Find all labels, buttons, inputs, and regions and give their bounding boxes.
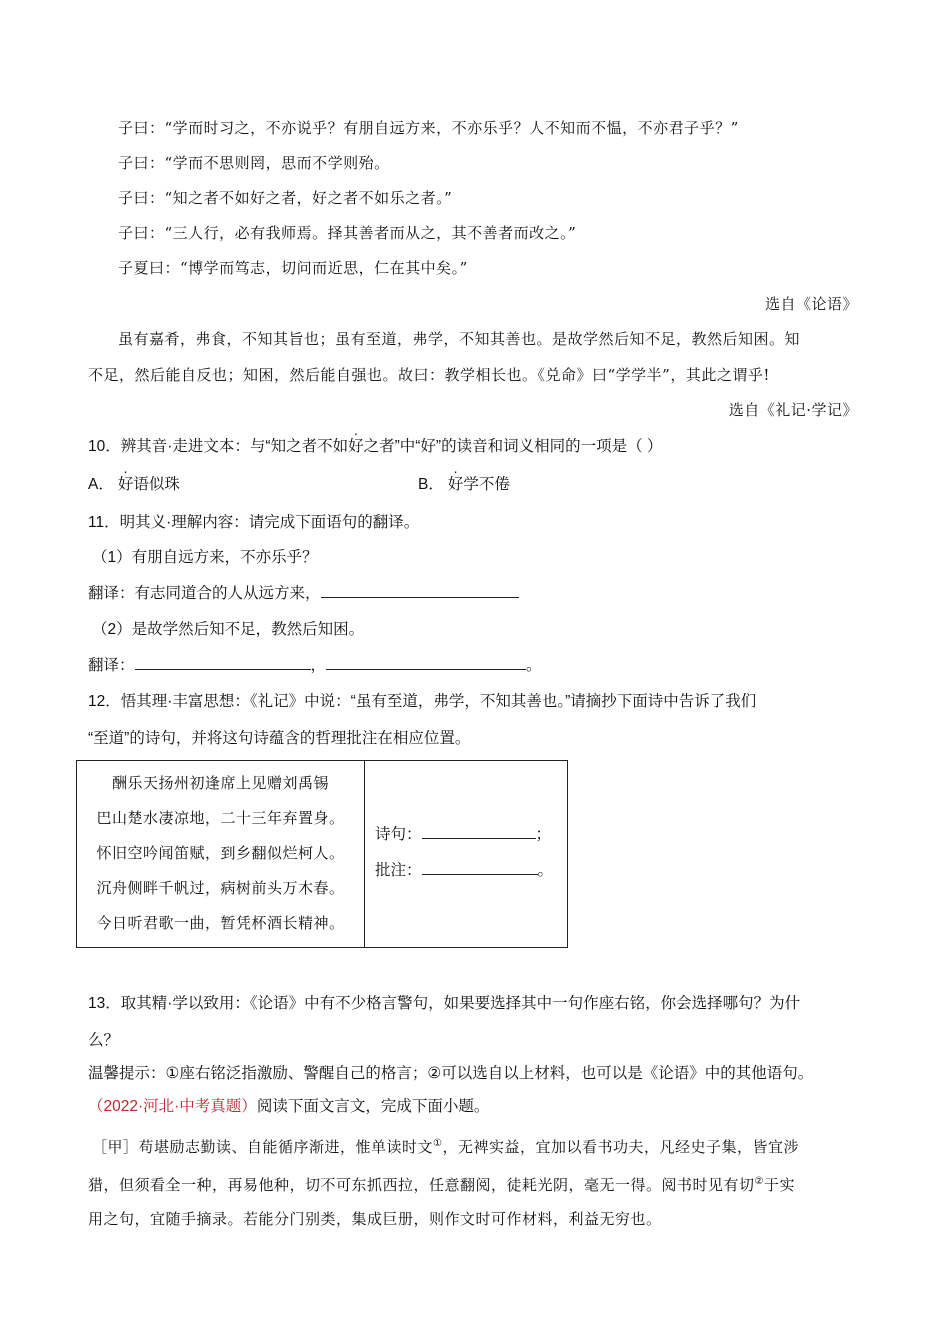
question-10	[88, 435, 662, 459]
poem-line-3: 沉舟侧畔千帆过，病树前头万木春。	[96, 879, 345, 897]
question-12-line-2: “至道”的诗句，并将这句诗蕴含的哲理批注在相应位置。	[88, 730, 471, 747]
poem-line-2: 怀旧空吟闻笛赋，到乡翻似烂柯人。	[96, 844, 345, 862]
verse-end: ；	[535, 826, 552, 843]
footnote-1: ①	[433, 1138, 443, 1149]
jia-line-3: 用之句，宜随手摘录。若能分门别类，集成巨册，则作文时可作材料，利益无穷也。	[88, 1210, 662, 1228]
q11-comma: ，	[310, 657, 327, 674]
lunyu-line-3: 子曰：“知之者不如好之者，好之者不如乐之者。”	[118, 189, 453, 207]
lunyu-line-4: 子曰：“三人行，必有我师焉。择其善者而从之，其不善者而改之。”	[118, 224, 577, 242]
q11-answer-blank-2[interactable]	[135, 655, 311, 670]
exam-source-tag: （2022·河北·中考真题）	[88, 1098, 257, 1115]
q11-translation-1	[88, 582, 519, 606]
lunyu-line-1: 子曰：“学而时习之，不亦说乎？有朋自远方来，不亦乐乎？人不知而不愠，不亦君子乎？”	[118, 119, 739, 137]
poem-line-4: 今日听君歌一曲，暂凭杯酒长精神。	[96, 914, 345, 932]
lunyu-line-2: 子曰：“学而不思则罔，思而不学则殆。	[118, 154, 390, 172]
xueji-source: 选自《礼记·学记》	[728, 401, 858, 419]
note-end: 。	[537, 862, 554, 879]
q11-period: 。	[526, 657, 542, 674]
next-instruction: 阅读下面文言文，完成下面小题。	[256, 1098, 490, 1115]
poem-line-1: 巴山楚水凄凉地，二十三年弃置身。	[96, 809, 345, 827]
poem-title: 酬乐天扬州初逢席上见赠刘禹锡	[111, 774, 329, 792]
q10-suffix: 之者”中“好”的读音和词义相同的一项是（ ）	[363, 438, 663, 455]
q11-sentence-2: （2）是故学然后知不足，教然后知困。	[92, 621, 365, 638]
q10-option-a[interactable]	[88, 473, 180, 497]
question-12-line-1: 12．悟其理·丰富思想：《礼记》中说：“虽有至道，弗学，不知其善也。”请摘抄下面诗中告诉了我们	[88, 693, 757, 710]
xueji-line-2: 不足，然后能自反也；知困，然后能自强也。故曰：教学相长也。《兑命》曰“学学半”，其此之谓乎!	[88, 366, 770, 384]
lunyu-source: 选自《论语》	[764, 295, 858, 313]
question-11-title: 11．明其义·理解内容：请完成下面语句的翻译。	[88, 514, 420, 531]
question-13-line-1: 13．取其精·学以致用：《论语》中有不少格言警句，如果要选择其中一句作座右铭，你会选择哪句？为什	[88, 995, 801, 1012]
jia-line-2-pre: 猎，但须看全一种，再易他种，切不可东抓西拉，任意翻阅，徒耗光阴，毫无一得。阅书时见有切	[88, 1176, 755, 1194]
jia-line-1	[92, 1132, 799, 1159]
q10-dotted-char: 好	[348, 438, 364, 455]
q13-tip: 温馨提示：①座右铭泛指激励、警醒自己的格言；②可以选自以上材料，也可以是《论语》中的其他语句。	[88, 1065, 814, 1082]
poem-annotation-table	[76, 760, 568, 948]
xueji-line-1: 虽有嘉肴，弗食，不知其旨也；虽有至道，弗学，不知其善也。是故学然后知不足，教然后知困。知	[118, 330, 801, 348]
verse-label: 诗句：	[375, 826, 422, 843]
footnote-2: ②	[754, 1176, 764, 1187]
q10-option-a-text: 语似珠	[133, 476, 180, 493]
q10-option-a-label: A．	[88, 476, 114, 493]
verse-answer-blank[interactable]	[422, 824, 536, 839]
verse-row	[365, 817, 567, 853]
lunyu-line-5: 子夏曰：“博学而笃志，切问而近思，仁在其中矣。”	[118, 259, 468, 277]
jia-line-2-post: 于实	[763, 1176, 795, 1194]
note-label: 批注：	[375, 862, 422, 879]
question-13-line-2: 么？	[88, 1032, 120, 1049]
q10-option-b-label: B．	[418, 476, 444, 493]
q10-prefix: 10．辨其音·走进文本：与“知之者不如	[88, 438, 349, 455]
answer-cell	[365, 761, 568, 948]
poem-cell	[77, 761, 365, 948]
q10-option-a-dotted: 好	[117, 476, 134, 493]
q11-translation-2	[88, 654, 542, 678]
q11-translation-2-prefix: 翻译：	[88, 657, 135, 674]
q10-option-b-dotted: 好	[447, 476, 464, 493]
next-passage-header	[88, 1095, 489, 1119]
jia-line-1-post: ，无裨实益，宜加以看书功夫，凡经史子集，皆宜涉	[442, 1138, 799, 1156]
note-answer-blank[interactable]	[422, 860, 538, 875]
jia-line-1-pre: ［甲］苟堪励志勤读、自能循序渐进，惟单读时文	[92, 1138, 434, 1156]
note-row	[365, 853, 567, 889]
q11-answer-blank-3[interactable]	[326, 655, 526, 670]
q11-answer-blank-1[interactable]	[321, 583, 519, 598]
q11-sentence-1: （1）有朋自远方来，不亦乐乎？	[92, 549, 318, 566]
q10-option-b-text: 学不倦	[463, 476, 510, 493]
q11-translation-1-prefix: 翻译：有志同道合的人从远方来，	[88, 585, 321, 602]
q10-option-b[interactable]	[418, 473, 510, 497]
jia-line-2	[88, 1170, 795, 1197]
